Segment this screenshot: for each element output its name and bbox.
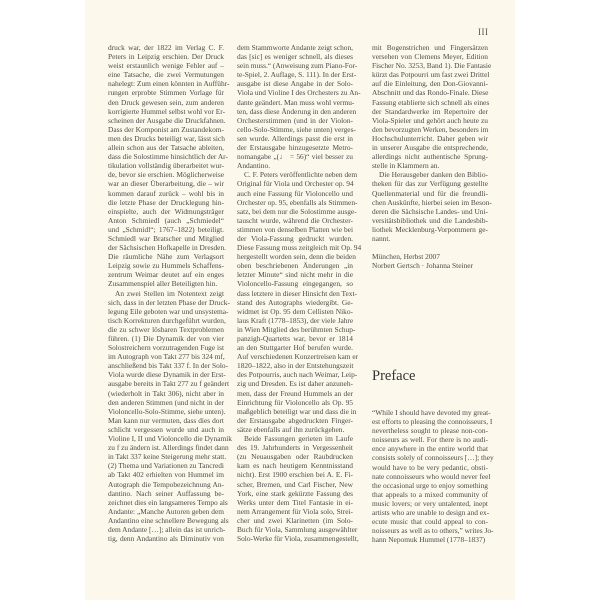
text-line: Schmiedl war Bratscher und Mitglied — [108, 233, 224, 243]
text-line: der Sächsischen Hofkapelle in Dresden. — [108, 243, 227, 253]
text-line: kürzt das Potpourri um fast zwei Drittel — [372, 70, 490, 80]
text-line: zentrum Weimar deutet auf ein enges — [108, 270, 224, 280]
text-line: hergestellt worden sein, denn die beiden — [237, 252, 356, 262]
text-line: men, dass der Freund Hummels an der — [237, 388, 353, 398]
text-line: der Erstausgabe hinzugesetzte Metro- — [237, 143, 353, 153]
text-line: zig und Dresden. Es ist daher anzuneh- — [237, 379, 353, 389]
text-line: mit Bogenstrichen und Fingersätzen — [372, 43, 488, 52]
text-line: York, eine stark gekürzte Fassung des — [237, 488, 353, 498]
text-line: Autograph die Tempobezeichnung An- — [108, 479, 224, 489]
text-line: tauscht wurde, während die Orchester- — [237, 215, 353, 225]
text-line: dass die Solostimme hinsichtlich der Ar- — [108, 152, 228, 162]
text-line: den bevorzugten Werken, besonders im — [372, 124, 489, 134]
text-line: noisseurs as well as to others,” writes Jo- — [372, 526, 494, 536]
text-line: Hochschulunterricht. Daher geben wir — [372, 133, 488, 143]
text-line: liothek Mecklenburg-Vorpommern ge- — [372, 224, 488, 234]
text-line: Beide Fassungen gerieten im Laufe — [244, 434, 353, 444]
text-line: Abschnitt und das Rondo-Finale. Diese — [372, 88, 489, 98]
text-line: der Erstausgabe abgedruckten Finger- — [237, 415, 353, 425]
text-line: scher, Bremen, und Carl Fischer, New — [237, 479, 353, 489]
text-line: kommen darauf zurück – wohl bis in — [108, 188, 224, 198]
text-line: C. F. Peters veröffentlichte neben dem — [244, 170, 358, 180]
spacer — [372, 243, 488, 252]
text-line: ausgabe ist diese Angabe in der Solo- — [237, 79, 353, 89]
text-line: noisseurs as well. For there is no audi- — [372, 435, 488, 445]
text-line: An zwei Stellen im Notentext zeigt — [115, 288, 224, 298]
text-line: den anderen Stimmen (und nicht in der — [108, 397, 224, 407]
text-line: dem Andante […]; allein das ist unrich- — [108, 524, 226, 534]
text-line: und „Schmidl“; 1767–1822) beteiligt. — [108, 224, 224, 234]
text-line: Die räumliche Nähe zum Verlagsort — [108, 252, 224, 262]
text-line: im Autograph von Takt 277 bis 324 mf, — [108, 352, 225, 362]
text-line: (zu Neuausgaben oder Raubdrucken — [237, 452, 353, 462]
signature-authors: Norbert Gertsch · Johanna Steiner — [372, 261, 473, 271]
text-line: est efforts to pleasing the connoisseurs, I — [372, 417, 493, 427]
text-line: nem Arrangement für Viola solo, Strei- — [237, 506, 353, 516]
text-line: te-Spiel, 2. Auflage, S. 111). In der Erst- — [237, 70, 357, 80]
text-line: letzter Minute“ sind nicht mehr in die — [237, 270, 353, 280]
text-line: der Standardwerke im Repertoire der — [372, 106, 488, 116]
text-line: ecute music that could appeal to con- — [372, 517, 488, 527]
text-line: eine Tatsache, die zwei Vermutungen — [108, 70, 224, 80]
text-line: stand des Autographs wiedergibt. Ge- — [237, 297, 353, 307]
text-line: tig, denn Andantino als Diminutiv von — [108, 534, 224, 544]
text-line: Viola wurde diese Dynamik in der Erst- — [108, 370, 226, 380]
text-line: kam es nach heutigem Kenntnisstand — [237, 461, 353, 471]
text-line: weist erstaunlich wenige Fehler auf – — [108, 61, 224, 71]
text-line: nomangabe „(♩ = 56)“ viel besser zu — [237, 152, 353, 162]
text-line: in Takt 337 keine Steigerung mehr statt. — [108, 452, 227, 462]
text-line: war an dieser Überarbeitung, die – wir — [108, 179, 224, 189]
text-line: zu f zu ändern ist. Allerdings findet dann — [108, 443, 229, 453]
text-line: Peters in Leipzig erschien. Der Druck — [108, 52, 224, 62]
text-line: music lovers; or very untalented, inept — [372, 498, 488, 508]
text-line: nevertheless sought to please non-con- — [372, 426, 488, 436]
text-line: Dass der Komponist am Zustandekom- — [108, 124, 224, 134]
text-line: stimmen von denselben Platten wie bei — [237, 224, 353, 234]
text-line: führen. (1) Die Dynamik der von vier — [108, 334, 224, 343]
text-line: dante geändert. Man muss wohl vermu- — [237, 97, 355, 107]
text-line: satz, bei dem nur die Solostimme ausge- — [237, 206, 357, 216]
text-line: Solo-Werke für Viola, zusammengestellt, — [237, 534, 359, 544]
text-line: an den Stuttgarter Hof berufen wurde. — [237, 343, 353, 353]
text-line: dem Stammworte Andante zeigt schon, — [237, 43, 353, 52]
preface-quote — [372, 408, 494, 545]
text-column-3 — [372, 43, 492, 271]
text-line: Quellenmaterial und für die freundli- — [372, 188, 488, 198]
text-line: cello-Solo-Stimme, siehe unten) verges- — [237, 124, 356, 134]
text-line: Orchester op. 95, ebenfalls als Stimmen- — [237, 197, 358, 207]
text-line: korrigierte Hummel selbst wohl vor Er- — [108, 106, 226, 116]
text-line: sich, dass in der letzten Phase der Druck- — [108, 297, 230, 307]
text-line: legung Eile geboten war und unsystema- — [108, 306, 229, 316]
text-line: allein schon aus der Tatsache ableiten, — [108, 143, 224, 153]
text-line: sen wurde. Allerdings passt die erst in — [237, 133, 353, 143]
text-line: Solostreichern vorzutragenden Fuge ist — [108, 343, 224, 353]
text-line: Viola-Spieler und gehört auch heute zu — [372, 115, 488, 125]
text-line: rungen erprobte Stimmen Vorlage für — [108, 88, 224, 98]
text-line: Fassung etablierte sich schnell als eines — [372, 97, 490, 107]
text-line: der Viola-Fassung gedruckt wurden. — [237, 233, 353, 243]
text-line: maßgeblich beteiligt war und dass die in — [237, 406, 357, 416]
text-line: panzigh-Quartetts war, bevor er 1814 — [237, 334, 353, 343]
text-line: Buch für Viola, Sammlung ausgewählter — [237, 524, 358, 534]
text-line: Andantino. — [237, 161, 271, 171]
text-line: Man kann nur vermuten, dass dies dort — [108, 415, 224, 425]
text-line: nannt. — [372, 233, 391, 243]
text-line: in unserer Ausgabe die entsprechende, — [372, 143, 488, 153]
text-line: auch eine Fassung für Violoncello und — [237, 188, 353, 198]
text-line: Violoncello-Solo-Stimme, siehe unten). — [108, 406, 226, 416]
text-line: that appeals to a mixed community of — [372, 489, 488, 499]
text-line: auf die Einleitung, den Don-Giovanni- — [372, 79, 488, 89]
text-line: would have to be very pedantic, obsti- — [372, 462, 488, 472]
text-line: einspielte, auch der Widmungsträger — [108, 206, 224, 216]
text-line: allerdings nicht authentische Sprung- — [372, 152, 488, 162]
text-line: cher und zwei Klarinetten (im Solo- — [237, 515, 353, 525]
text-line: Einrichtung für Violoncello als Op. 95 — [237, 397, 353, 407]
text-line: zeichnet dies ein langsameres Tempo als — [108, 497, 228, 507]
text-line: Werks unter dem Titel Fantasie in ei- — [237, 497, 353, 507]
text-line: men des Drucks beteiligt war, lässt sich — [108, 133, 225, 143]
text-line: de, bevor sie erschien. Möglicherweise — [108, 170, 224, 180]
text-line: tikulation vollständig überarbeitet wur- — [108, 161, 224, 171]
page-number: III — [478, 27, 489, 37]
text-line: Andantino eine schnellere Bewegung als — [108, 515, 229, 525]
text-line: consists solely of connoisseurs […]; they — [372, 453, 494, 463]
text-line: artists who are unable to design and ex- — [372, 508, 490, 518]
text-line: nicht). Erst 1900 erschien bei A. E. Fi- — [237, 470, 353, 480]
text-line: anschließend bis Takt 337 f. In der Solo- — [108, 361, 229, 371]
text-line: Fischer No. 3253, Band 1). Die Fantasie — [372, 61, 492, 71]
text-line: ab Takt 402 erhielten von Hummel im — [108, 470, 224, 480]
text-line: Leipzig sowie zu Hummels Schaffens- — [108, 261, 224, 271]
text-line: ence anywhere in the entire world that — [372, 444, 488, 454]
text-line: hann Nepomuk Hummel (1778–1837) — [372, 535, 486, 545]
text-line: die zu schwer lösbaren Textproblemen — [108, 324, 224, 334]
text-line: ten, dass diese Änderung in den anderen — [237, 106, 357, 116]
text-line: (2) Thema und Variationen zu Tancredi — [108, 461, 224, 471]
text-line: die letzte Phase der Drucklegung hin- — [108, 197, 224, 207]
text-line: laus Kraft (1778–1853), der viele Jahre — [237, 315, 354, 325]
text-line: oben beschriebenen Änderungen „in — [237, 261, 353, 271]
text-line: scheinen der Ausgabe die Druckfahnen. — [108, 115, 226, 125]
text-line: versitätsbibliothek und die Landesbib- — [372, 215, 488, 225]
text-line: Zusammenspiel aller Beteiligten hin. — [108, 279, 218, 289]
text-line: Violine I, II und Violoncello die Dynamik — [108, 434, 232, 444]
text-line: Anton Schmiedl (auch „Schmiedel“ — [108, 215, 224, 225]
text-line: tisch Korrekturen durchgeführt wurden, — [108, 315, 226, 325]
text-column-2 — [237, 43, 362, 544]
text-line: Andante: „Manche Autoren geben dem — [108, 506, 224, 516]
text-line: 1820–1822, also in der Entstehungszeit — [237, 361, 354, 371]
text-line: druck war, der 1822 im Verlag C. F. — [108, 43, 224, 52]
text-column-1 — [108, 43, 232, 544]
text-line: des 19. Jahrhunderts in Vergessenheit — [237, 443, 353, 453]
text-line: Die Herausgeber danken den Biblio- — [379, 170, 488, 180]
text-line: “While I should have devoted my great- — [372, 408, 491, 417]
text-line: stelle in Klammern an. — [372, 161, 440, 171]
text-line: sätze ebenfalls auf ihn zurückgehen. — [237, 424, 345, 434]
text-line: (wiederholt in Takt 306), nicht aber in — [108, 388, 224, 398]
text-line: Auf verschiedenen Konzertreisen kam er — [237, 352, 359, 362]
text-line: versehen von Clemens Meyer, Edition — [372, 52, 488, 62]
text-line: deren die Sächsische Landes- und Uni- — [372, 206, 488, 216]
preface-heading: Preface — [372, 368, 416, 384]
text-line: in Wien Mitglied des berühmten Schup- — [237, 324, 356, 334]
text-line: Violoncello-Fassung eingegangen, so — [237, 279, 353, 289]
text-line: theken für das zur Verfügung gestellte — [372, 179, 488, 189]
text-line: dantino. Nach seiner Auffassung be- — [108, 488, 224, 498]
text-line: the occasional urge to enjoy something — [372, 480, 488, 490]
text-line: schlicht vergessen wurde und auch in — [108, 424, 224, 434]
text-line: Original für Viola und Orchester op. 94 — [237, 179, 354, 189]
text-line: nate connoisseurs who would never feel — [372, 471, 491, 481]
signature-place-date: München, Herbst 2007 — [372, 252, 440, 262]
text-line: nahelegt: Zum einen könnten in Aufführ- — [108, 79, 230, 89]
text-line: widmet ist Op. 95 dem Cellisten Niko- — [237, 306, 353, 316]
text-line: Orchesterstimmen (und in der Violon- — [237, 115, 353, 125]
text-line: das [sic] es weniger schnell, als dieses — [237, 52, 353, 62]
text-line: den Druck gewesen sein, zum anderen — [108, 97, 224, 107]
text-line: chen Auskünfte, hierbei seien im Beson- — [372, 197, 492, 207]
text-line: ausgabe bereits in Takt 277 zu f geändert — [108, 379, 230, 389]
text-line: dass letztere in dieser Hinsicht den Text- — [237, 288, 358, 298]
text-line: sein muss.“ (Anweisung zum Piano-For- — [237, 61, 358, 71]
text-line: Diese Fassung muss zeitgleich mit Op. 94 — [237, 243, 362, 253]
text-line: Viola und Violine I des Orchesters zu An- — [237, 88, 361, 98]
text-line: des Potpourris, auch nach Weimar, Leip- — [237, 370, 358, 380]
